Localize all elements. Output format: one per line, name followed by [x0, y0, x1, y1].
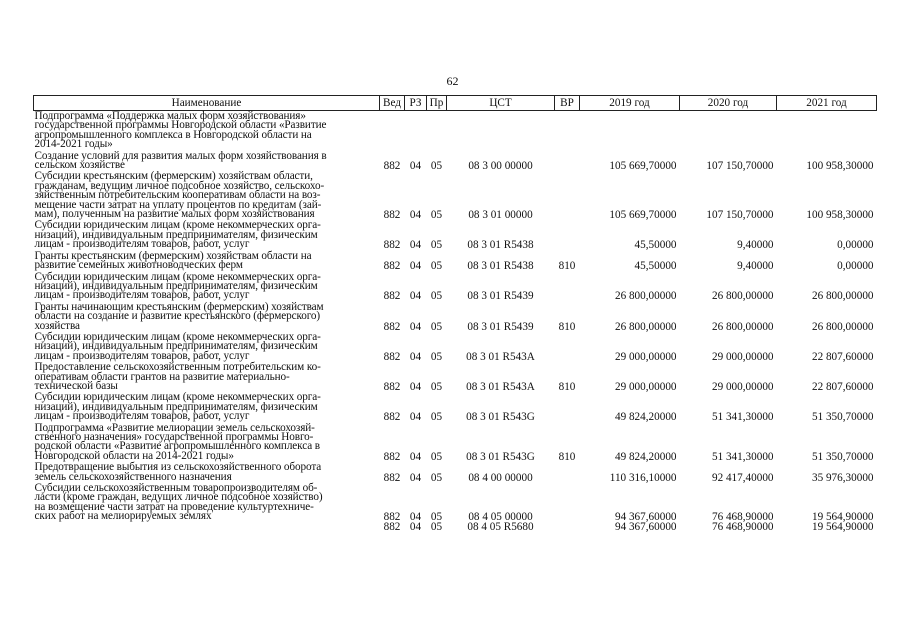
cell-2021: 19 564,90000 [811, 520, 874, 533]
cell-name [34, 272, 380, 302]
table-row [34, 171, 877, 220]
cell-2021: 0,00000 [837, 260, 874, 273]
cell-name [34, 483, 380, 523]
header-2020: 2020 год [680, 96, 777, 111]
cell-vr: 810 [558, 320, 576, 333]
header-ved: Вед [380, 96, 405, 111]
cell-2021 [777, 111, 877, 151]
name-line: на возмещение части затрат на проведение культуртехниче- [34, 500, 314, 513]
header-pr: Пр [427, 96, 447, 111]
cell-name [34, 462, 380, 483]
name-line: развитие семейных животноводческих ферм [34, 259, 243, 272]
cell-2021: 100 958,30000 [806, 209, 874, 222]
cell-cst: 08 3 01 R5439 [467, 290, 534, 303]
cell-2020: 51 341,30000 [711, 411, 774, 424]
name-line: земель сельскохозяйственного назначения [34, 470, 232, 483]
name-line: Подпрограмма «Поддержка малых форм хозяйствования» [34, 110, 306, 122]
cell-name [34, 171, 380, 220]
cell-rz: 04 [409, 209, 422, 222]
cell-2020: 76 468,90000 [711, 520, 774, 533]
cell-pr: 05 [430, 290, 443, 303]
cell-cst [447, 111, 555, 151]
cell-vr: 810 [558, 260, 576, 273]
header-2021: 2021 год [777, 96, 877, 111]
name-line: мещение части затрат на уплату процентов по кредитам (зай- [34, 198, 322, 211]
cell-2019: 49 824,20000 [614, 411, 677, 424]
name-line: 2014-2021 годы» [34, 138, 113, 151]
cell-cst: 08 3 01 R543A [466, 350, 535, 363]
name-line: оперативам области грантов на развитие материально- [34, 370, 290, 383]
cell-ved: 882 [383, 411, 401, 424]
cell-2021: 26 800,00000 [811, 320, 874, 333]
cell-name [34, 151, 380, 172]
cell-pr: 05 [430, 320, 443, 333]
table-row [34, 220, 877, 250]
cell-pr: 05 [430, 209, 443, 222]
cell-2021: 35 976,30000 [811, 471, 874, 484]
cell-vr [555, 332, 580, 362]
cell-2020: 29 000,00000 [711, 350, 774, 363]
cell-pr [427, 111, 447, 151]
cell-name [34, 362, 380, 392]
cell-ved [380, 111, 405, 151]
cell-rz: 04 [409, 350, 422, 363]
name-line: Подпрограмма «Развитие мелиорации земель сельскохозяй- [34, 421, 315, 434]
cell-rz: 04 [409, 290, 422, 303]
cell-ved: 882 [383, 260, 401, 273]
name-line: области на создание и развитие крестьянского (фермерского) [34, 310, 321, 323]
name-line: технической базы [34, 379, 118, 392]
cell-2019: 110 316,10000 [609, 471, 677, 484]
header-name: Наименование [34, 96, 380, 111]
name-line: Гранты начинающим крестьянским (фермерским) хозяйствам [34, 300, 324, 313]
cell-cst: 08 3 00 00000 [468, 160, 533, 173]
cell-2020 [680, 111, 777, 151]
budget-table [33, 95, 877, 532]
cell-name [34, 332, 380, 362]
cell-2020: 26 800,00000 [711, 320, 774, 333]
cell-ved: 882 [383, 320, 401, 333]
cell-rz: 04 [409, 411, 422, 424]
cell-2020: 9,40000 [737, 260, 774, 273]
cell-name [34, 302, 380, 332]
cell-pr: 05 [430, 380, 443, 393]
cell-2021: 51 350,70000 [811, 450, 874, 463]
cell-2019: 29 000,00000 [614, 350, 677, 363]
cell-2019: 94 367,60000 [614, 511, 677, 524]
name-line: ских работ на мелиорируемых землях [34, 510, 212, 523]
table-row [34, 151, 877, 172]
cell-2019: 105 669,70000 [609, 160, 677, 173]
cell-vr [555, 392, 580, 422]
cell-2021: 26 800,00000 [811, 290, 874, 303]
name-line: сельском хозяйстве [34, 159, 125, 172]
name-line: низаций), индивидуальным предпринимателям, физическим [34, 279, 318, 292]
cell-vr [555, 462, 580, 483]
cell-vr [555, 171, 580, 220]
cell-2021: 22 807,60000 [811, 350, 874, 363]
name-line: Субсидии крестьянским (фермерским) хозяйствам области, [34, 170, 313, 183]
name-line: Гранты крестьянским (фермерским) хозяйствам области на [34, 249, 312, 262]
cell-rz: 04 [409, 320, 422, 333]
cell-2021: 51 350,70000 [811, 411, 874, 424]
cell-2019: 26 800,00000 [614, 290, 677, 303]
header-rz: РЗ [405, 96, 427, 111]
cell-2020: 9,40000 [737, 239, 774, 252]
cell-rz: 04 [409, 260, 422, 273]
cell-pr: 05 [430, 511, 443, 524]
cell-rz: 04 [409, 160, 422, 173]
cell-cst: 08 3 01 R5438 [467, 239, 534, 252]
cell-pr: 05 [430, 450, 443, 463]
cell-pr: 05 [430, 350, 443, 363]
cell-2019: 45,50000 [634, 260, 677, 273]
cell-vr [555, 220, 580, 250]
cell-name [34, 423, 380, 463]
cell-ved: 882 [383, 209, 401, 222]
cell-rz: 04 [409, 380, 422, 393]
name-line: Субсидии юридическим лицам (кроме некоммерческих орга- [34, 270, 321, 283]
header-2019: 2019 год [580, 96, 680, 111]
cell-vr [555, 111, 580, 151]
cell-ved: 882 [383, 160, 401, 173]
cell-ved: 882 [383, 290, 401, 303]
cell-pr: 05 [430, 520, 443, 533]
table-header [34, 96, 877, 111]
table-body [34, 111, 877, 533]
name-line: Субсидии сельскохозяйственным товаропроизводителям об- [34, 482, 318, 495]
cell-name [34, 111, 380, 151]
cell-ved: 882 [383, 511, 401, 524]
name-line: хозяйства [34, 319, 80, 332]
cell-pr: 05 [430, 411, 443, 424]
cell-name [34, 251, 380, 272]
name-line: лицам - производителям товаров, работ, услуг [34, 410, 250, 423]
cell-rz: 04 [409, 239, 422, 252]
cell-2021: 22 807,60000 [811, 380, 874, 393]
name-line: Субсидии юридическим лицам (кроме некоммерческих орга- [34, 330, 321, 343]
cell-pr: 05 [430, 471, 443, 484]
cell-2019: 45,50000 [634, 239, 677, 252]
name-line: низаций), индивидуальным предпринимателям, физическим [34, 228, 318, 241]
name-line: агропромышленного комплекса в Новгородской области на [34, 128, 312, 141]
name-line: лицам - производителям товаров, работ, услуг [34, 349, 250, 362]
cell-2020: 29 000,00000 [711, 380, 774, 393]
name-line: мам), полученным на развитие малых форм хозяйствования [34, 208, 315, 221]
cell-ved: 882 [383, 239, 401, 252]
name-line: ласти (кроме граждан, ведущих личное подсобное хозяйство) [34, 491, 323, 504]
cell-pr: 05 [430, 239, 443, 252]
cell-rz: 04 [409, 471, 422, 484]
cell-2020: 51 341,30000 [711, 450, 774, 463]
cell-2021: 0,00000 [837, 239, 874, 252]
cell-rz [405, 111, 427, 151]
name-line: Субсидии юридическим лицам (кроме некоммерческих орга- [34, 219, 321, 232]
cell-vr: 810 [558, 450, 576, 463]
table-row [34, 272, 877, 302]
cell-2019 [580, 111, 680, 151]
cell-2020: 76 468,90000 [711, 511, 774, 524]
cell-vr [555, 272, 580, 302]
cell-cst: 08 3 01 R543A [466, 380, 535, 393]
cell-rz: 04 [409, 511, 422, 524]
name-line: Предоставление сельскохозяйственным потребительским ко- [34, 361, 321, 374]
table-row [34, 302, 877, 332]
cell-2021: 100 958,30000 [806, 160, 874, 173]
cell-2019: 105 669,70000 [609, 209, 677, 222]
cell-rz: 04 [409, 520, 422, 533]
cell-ved: 882 [383, 450, 401, 463]
name-line: низаций), индивидуальным предпринимателям, физическим [34, 340, 318, 353]
cell-ved: 882 [383, 520, 401, 533]
table-row [34, 523, 877, 532]
name-line: Создание условий для развития малых форм хозяйствования в [34, 149, 327, 162]
cell-cst: 08 3 01 R543G [466, 450, 535, 463]
cell-cst: 08 4 05 R5680 [467, 520, 534, 533]
cell-vr: 810 [558, 380, 576, 393]
cell-vr [555, 523, 580, 532]
cell-cst: 08 3 01 00000 [468, 209, 533, 222]
cell-cst: 08 3 01 R543G [466, 411, 535, 424]
cell-cst: 08 4 05 00000 [468, 511, 533, 524]
cell-2020: 107 150,70000 [706, 209, 774, 222]
table-row [34, 483, 877, 523]
name-line: лицам - производителям товаров, работ, услуг [34, 289, 250, 302]
page-number: 62 [446, 74, 459, 88]
cell-cst: 08 3 01 R5438 [467, 260, 534, 273]
name-line: Субсидии юридическим лицам (кроме некоммерческих орга- [34, 391, 321, 404]
name-line: ственного назначения» государственной программы Новго- [34, 431, 314, 443]
table-row [34, 332, 877, 362]
cell-pr: 05 [430, 160, 443, 173]
table-row [34, 362, 877, 392]
table-row [34, 111, 877, 151]
cell-2019: 49 824,20000 [614, 450, 677, 463]
cell-2021: 19 564,90000 [811, 511, 874, 524]
cell-name [34, 392, 380, 422]
name-line: зяйственным потребительским кооперативам области на воз- [34, 189, 321, 202]
name-line: гражданам, ведущим личное подсобное хозяйство, сельскохо- [34, 179, 325, 192]
name-line: Новгородской области на 2014-2021 годы» [34, 449, 234, 462]
table-row [34, 423, 877, 463]
cell-vr [555, 483, 580, 523]
cell-cst: 08 4 00 00000 [468, 471, 533, 484]
cell-2019: 29 000,00000 [614, 380, 677, 393]
cell-cst: 08 3 01 R5439 [467, 320, 534, 333]
name-line: родской области «Развитие агропромышленного комплекса в [34, 440, 320, 453]
name-line: Предотвращение выбытия из сельскохозяйственного оборота [34, 461, 322, 474]
cell-name [34, 220, 380, 250]
table-row [34, 251, 877, 272]
cell-2020: 92 417,40000 [711, 471, 774, 484]
cell-vr [555, 151, 580, 172]
cell-ved: 882 [383, 380, 401, 393]
cell-2019: 26 800,00000 [614, 320, 677, 333]
header-vr: ВР [555, 96, 580, 111]
name-line: государственной программы Новгородской области «Развитие [34, 119, 327, 132]
name-line: лицам - производителям товаров, работ, услуг [34, 238, 250, 251]
cell-2019: 94 367,60000 [614, 520, 677, 533]
table-row [34, 462, 877, 483]
cell-ved: 882 [383, 350, 401, 363]
cell-2020: 26 800,00000 [711, 290, 774, 303]
cell-pr: 05 [430, 260, 443, 273]
cell-ved: 882 [383, 471, 401, 484]
cell-rz: 04 [409, 450, 422, 463]
header-cst: ЦСТ [447, 96, 555, 111]
cell-name [34, 523, 380, 532]
cell-2020: 107 150,70000 [706, 160, 774, 173]
table-row [34, 392, 877, 422]
name-line: низаций), индивидуальным предпринимателям, физическим [34, 400, 318, 413]
